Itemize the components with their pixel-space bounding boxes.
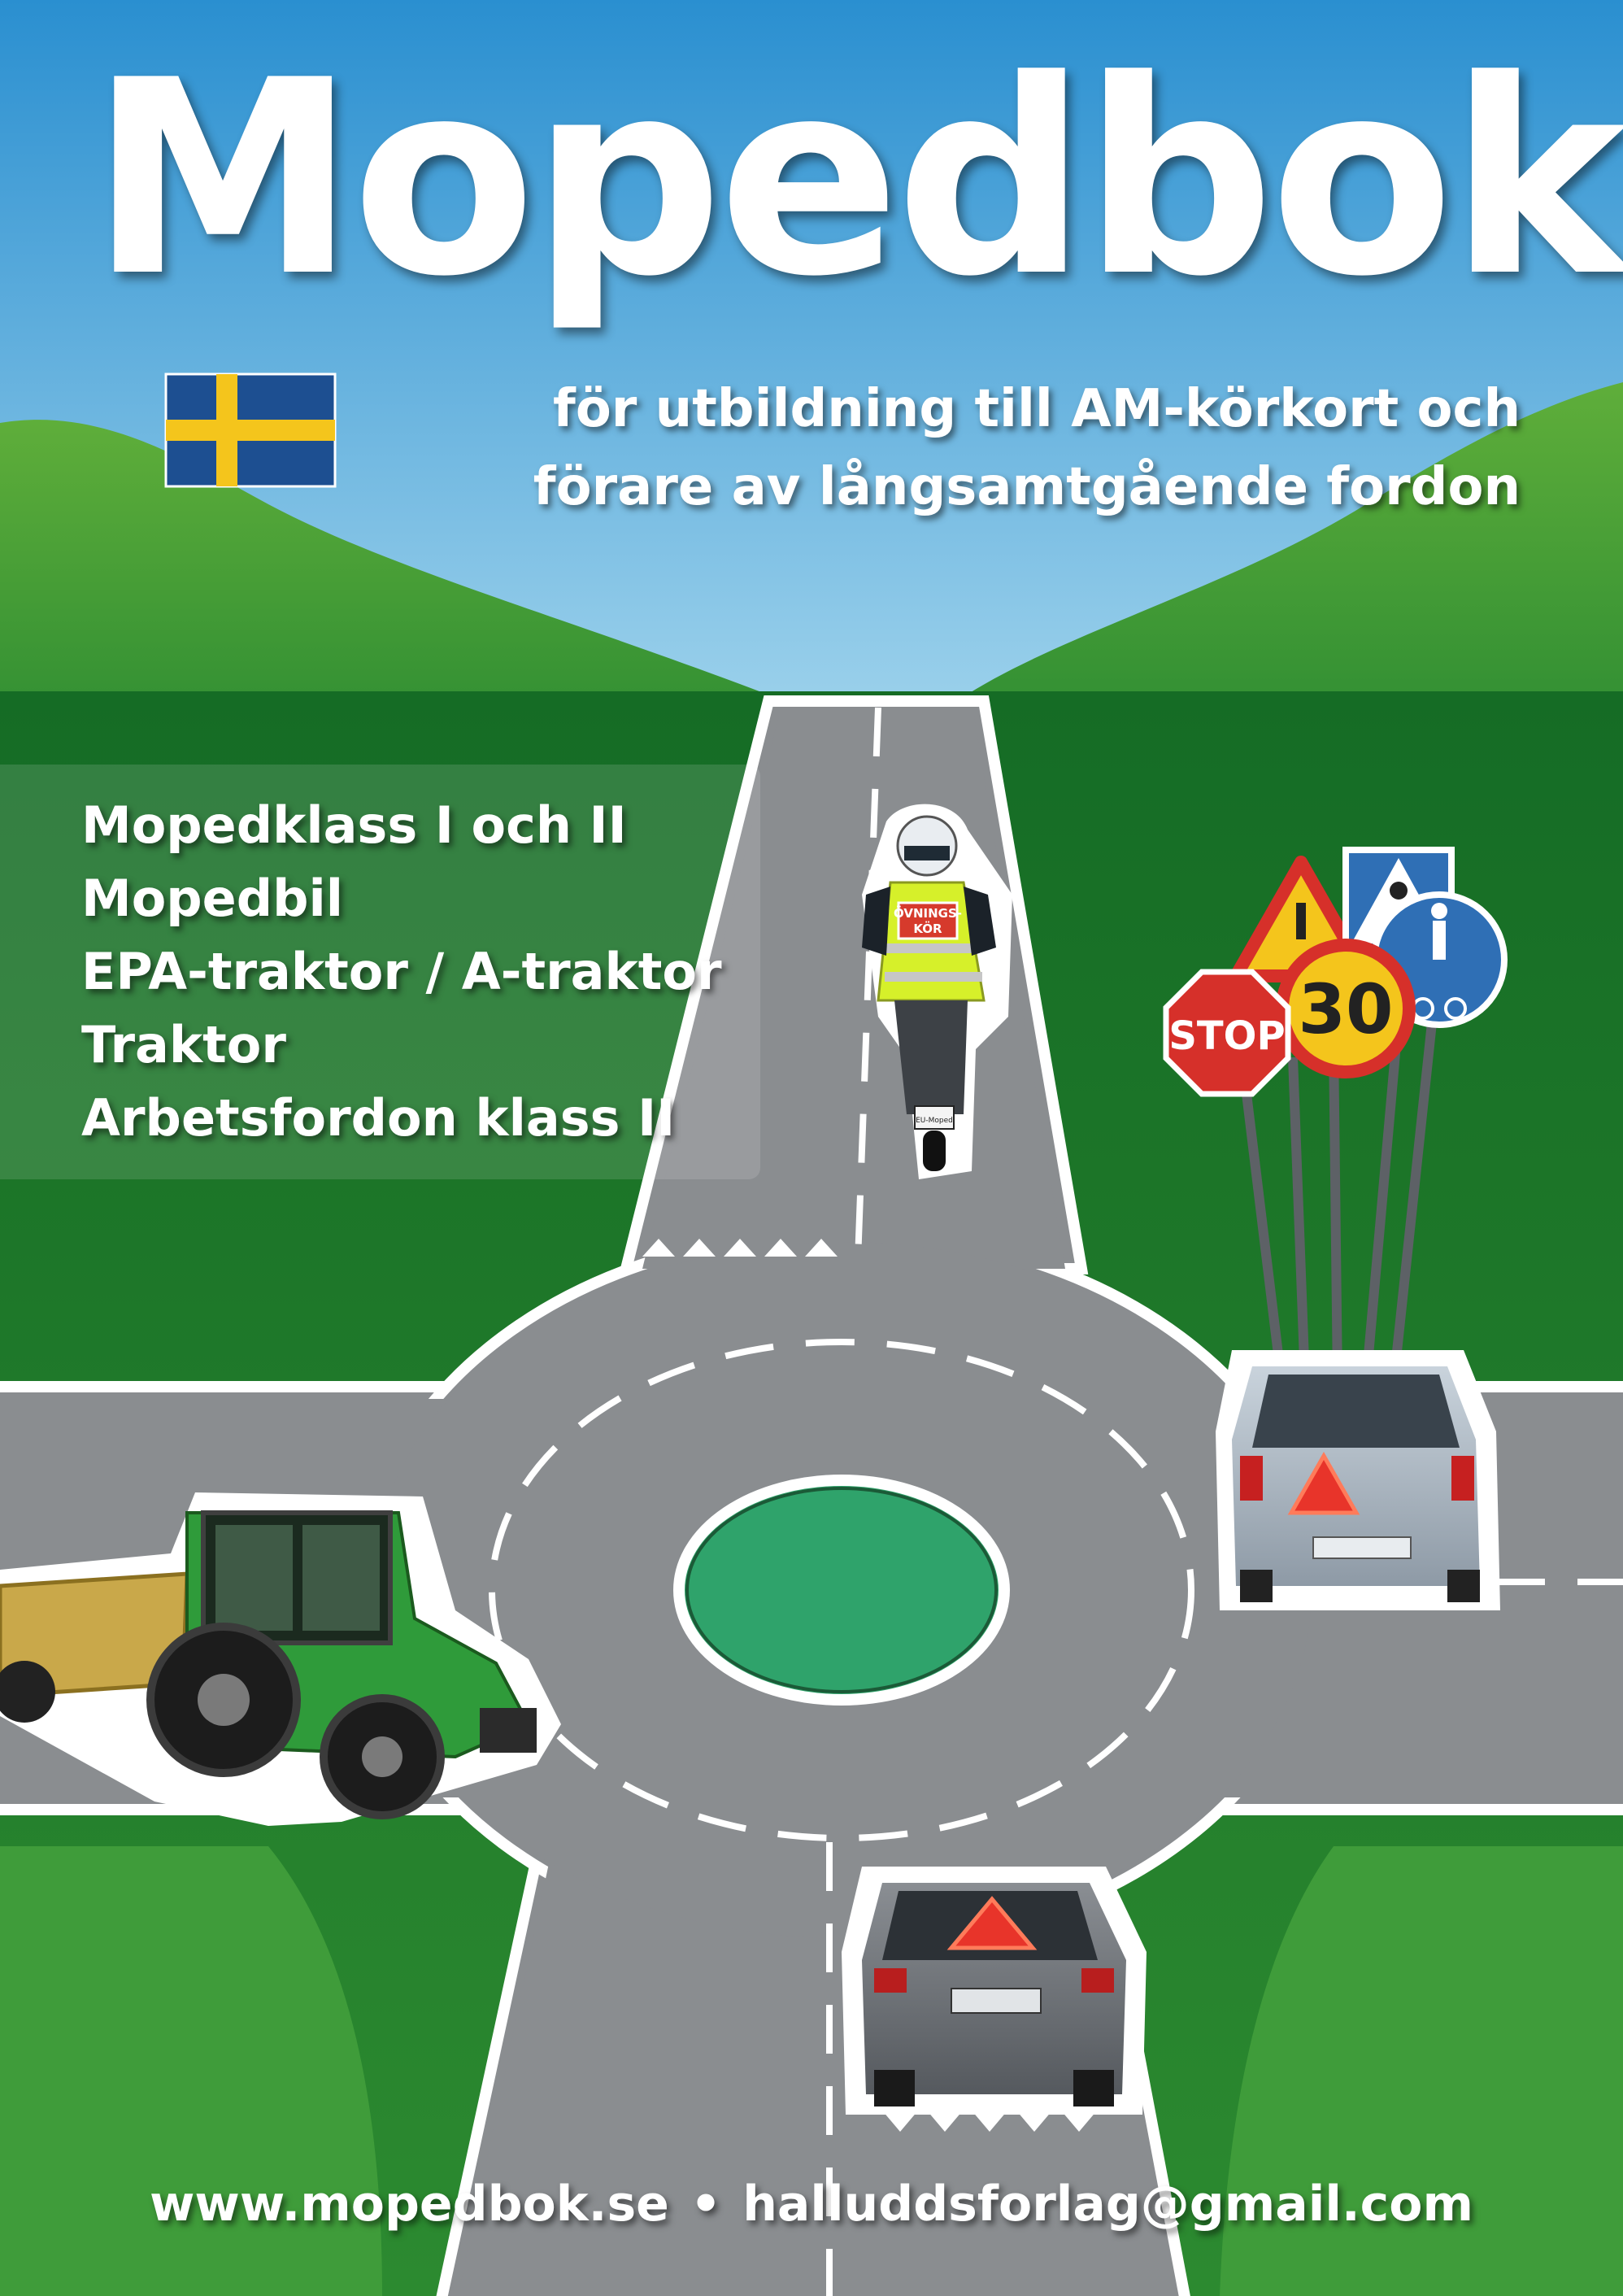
vehicle-class-moped-car: Mopedbil: [81, 869, 343, 928]
vehicle-class-list: [81, 789, 722, 1155]
book-subtitle: [390, 370, 1521, 526]
subtitle-line-1: för utbildning till AM-körkort och: [552, 379, 1521, 439]
moped-plate-text: EU-Moped: [916, 1117, 953, 1125]
email-link[interactable]: halluddsforlag@gmail.com: [742, 2176, 1473, 2233]
car-east: [1216, 1350, 1500, 1610]
vest-label-line1: ÖVNINGS-: [894, 906, 962, 921]
vehicle-class-epa-tractor: EPA-traktor / A-traktor: [81, 942, 722, 1001]
contact-footer: [0, 2176, 1623, 2233]
footer-separator: •: [690, 2176, 722, 2233]
book-title: Mopedbok: [89, 23, 1623, 335]
vest-label-line2: KÖR: [913, 921, 942, 936]
vehicle-class-work-vehicle: Arbetsfordon klass II: [81, 1088, 676, 1148]
swedish-flag: [166, 374, 335, 486]
speed-limit-value: 30: [1298, 969, 1394, 1049]
car-south: [842, 1867, 1147, 2115]
vehicle-class-moped: Mopedklass I och II: [81, 795, 627, 855]
moped-rear-wheel: [923, 1131, 946, 1171]
stop-sign-text: STOP: [1168, 1013, 1286, 1059]
roundabout-island: [679, 1480, 1004, 1700]
vehicle-class-tractor: Traktor: [81, 1015, 286, 1074]
moped-body: [894, 1000, 968, 1114]
website-link[interactable]: www.mopedbok.se: [150, 2176, 669, 2233]
subtitle-line-2: förare av långsamtgående fordon: [533, 457, 1521, 517]
